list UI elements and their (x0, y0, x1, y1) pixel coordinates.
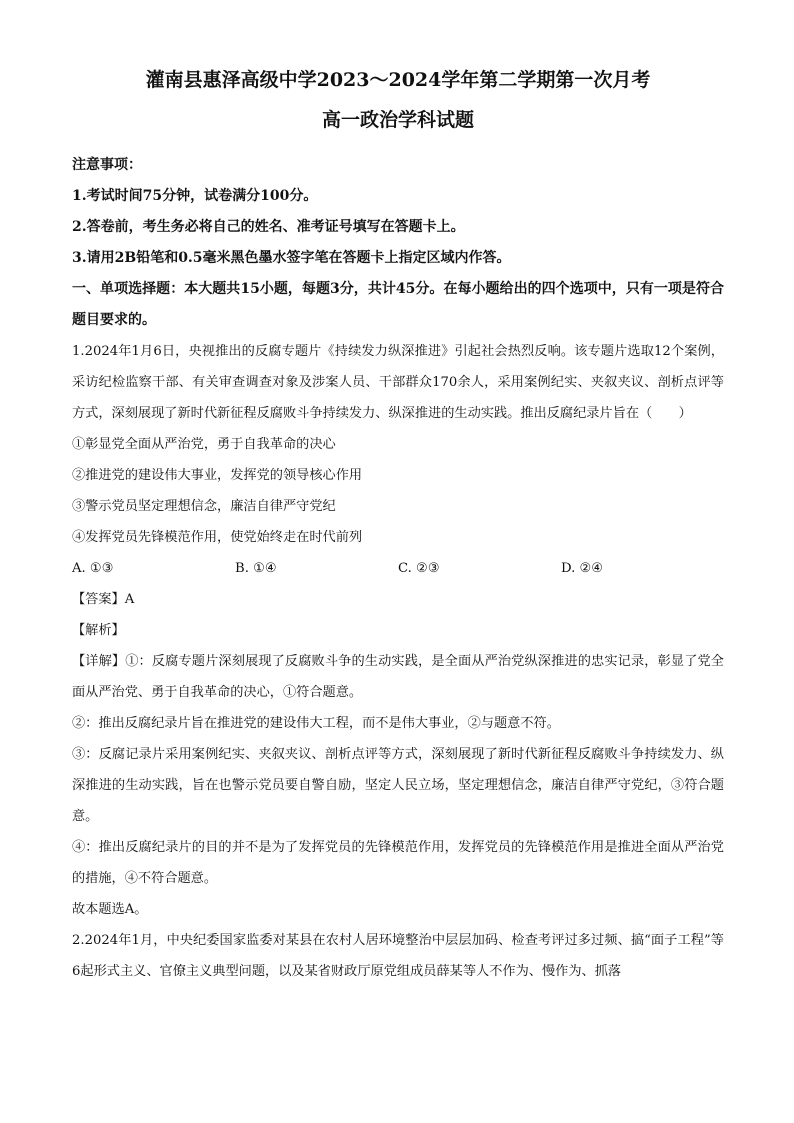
statement: ②推进党的建设伟大事业，发挥党的领导核心作用 (72, 468, 363, 483)
analysis-paragraph: ④：推出反腐纪录片的目的并不是为了发挥党员的先锋模范作用，发挥党员的先锋模范作用是推进全面从严治党的措施，④不符合题意。 (72, 840, 724, 886)
analysis-paragraph: ②：推出反腐纪录片旨在推进党的建设伟大工程，而不是伟大事业，②与题意不符。 (72, 716, 560, 731)
statement: ③警示党员坚定理想信念，廉洁自律严守党纪 (72, 499, 336, 514)
statement: ④发挥党员先锋模范作用，使党始终走在时代前列 (72, 530, 363, 545)
notice-item: 2.答卷前，考生务必将自己的姓名、准考证号填写在答题卡上。 (72, 219, 465, 235)
exam-subtitle: 高一政治学科试题 (321, 109, 474, 131)
exam-title: 灌南县惠泽高级中学2023～2024学年第二学期第一次月考 (145, 69, 651, 91)
analysis-paragraph: ③：反腐记录片采用案例纪实、夹叙夹议、剖析点评等方式，深刻展现了新时代新征程反腐败斗争持续发力、纵深推进的生动实践，旨在也警示党员要自警自励，坚定人民立场，坚定理想信念，廉洁自律严守党纪，③符合题意。 (72, 747, 724, 824)
answer-label: 【答案】A (72, 592, 135, 607)
option-d: D. ②④ (561, 561, 604, 576)
notice-item: 3.请用2B铅笔和0.5毫米黑色墨水签字笔在答题卡上指定区域内作答。 (72, 250, 511, 266)
option-a: A. ①③ (72, 561, 114, 576)
option-c: C. ②③ (398, 561, 440, 576)
options-row (72, 553, 724, 584)
analysis-conclusion: 故本题选A。 (72, 902, 148, 917)
exam-page (72, 60, 724, 987)
question-stem: 1.2024年1月6日，央视推出的反腐专题片《持续发力纵深推进》引起社会热烈反响。该专题片选取12个案例，采访纪检监察干部、有关审查调查对象及涉案人员、干部群众170余人，采用案例纪实、夹叙夹议、剖析点评等方式，深刻展现了新时代新征程反腐败斗争持续发力、纵深推进的生动实践。推出反腐纪录片旨在（ ） (72, 344, 724, 421)
analysis-paragraph: 【详解】①：反腐专题片深刻展现了反腐败斗争的生动实践，是全面从严治党纵深推进的忠实记录，彰显了党全面从严治党、勇于自我革命的决心，①符合题意。 (72, 654, 724, 700)
statement: ①彰显党全面从严治党，勇于自我革命的决心 (72, 437, 336, 452)
notice-item: 1.考试时间75分钟，试卷满分100分。 (72, 188, 318, 204)
option-b: B. ①④ (235, 561, 277, 576)
section-heading: 一、单项选择题：本大题共15小题，每题3分，共计45分。在每小题给出的四个选项中，只有一项是符合题目要求的。 (72, 281, 724, 328)
notice-heading: 注意事项： (72, 157, 142, 173)
question-stem: 2.2024年1月，中央纪委国家监委对某县在农村人居环境整治中层层加码、检查考评过多过频、搞“面子工程”等6起形式主义、官僚主义典型问题，以及某省财政厅原党组成员薛某等人不作为、慢作为、抓落 (72, 933, 724, 979)
analysis-label: 【解析】 (72, 623, 125, 638)
